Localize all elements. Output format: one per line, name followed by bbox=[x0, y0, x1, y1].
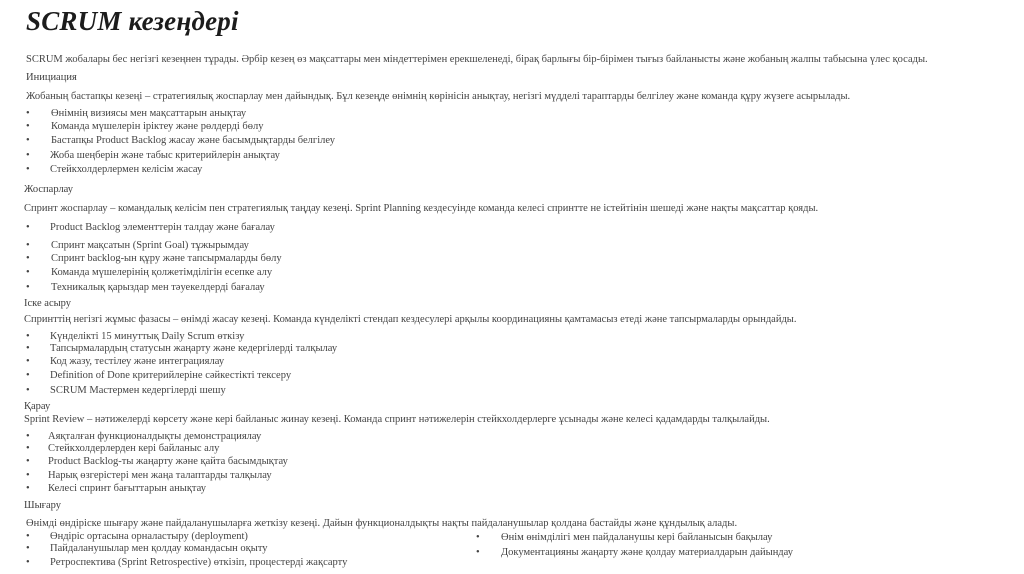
section-text-planning: Спринт жоспарлау – командалық келісім пен стратегиялық таңдау кезеңі. Sprint Planning кездесуінде команда келесі спринтте не істейтінін шешеді және нақты мақсаттар қояды. bbox=[24, 203, 819, 214]
bullet-icon: • bbox=[26, 108, 30, 119]
bullet-icon: • bbox=[26, 431, 30, 442]
page-title: SCRUM кезеңдері bbox=[26, 6, 239, 36]
bullet-icon: • bbox=[26, 456, 30, 467]
bullet-icon: • bbox=[26, 483, 30, 494]
bullet-icon: • bbox=[26, 150, 30, 161]
section-text-execution: Спринттің негізгі жұмыс фазасы – өнімді жасау кезеңі. Команда күнделікті стендап кездесулері арқылы координацияны қамтамасыз етеді және тапсырмаларды орындайды. bbox=[24, 314, 797, 325]
bullet-icon: • bbox=[26, 331, 30, 342]
section-heading-execution: Іске асыру bbox=[24, 298, 72, 309]
bullet-icon: • bbox=[26, 443, 30, 454]
bullet-icon: • bbox=[26, 282, 30, 293]
bullet-icon: • bbox=[26, 557, 30, 568]
bullet-icon: • bbox=[26, 240, 30, 251]
section-heading-review: Қарау bbox=[24, 401, 51, 412]
bullet-icon: • bbox=[26, 343, 30, 354]
bullet-icon: • bbox=[26, 253, 30, 264]
section-heading-planning: Жоспарлау bbox=[24, 184, 74, 195]
intro-paragraph: SCRUM жобалары бес негізгі кезеңнен тұрады. Әрбір кезең өз мақсаттары мен міндеттерімен ерекшеленеді, бірақ барлығы бір-бірімен тығыз байланысты және жобаның жалпы табысына үлес қосады. bbox=[26, 54, 928, 65]
section-heading-release: Шығару bbox=[24, 500, 61, 511]
bullet-icon: • bbox=[26, 543, 30, 554]
bullet-icon: • bbox=[476, 532, 480, 543]
bullet-icon: • bbox=[26, 385, 30, 396]
section-text-initiation: Жобаның бастапқы кезеңі – стратегиялық жоспарлау мен дайындық. Бұл кезеңде өнімнің көрінісін анықтау, негізгі мүдделі тараптарды белгілеу және команда құру жүзеге асырылады. bbox=[26, 91, 851, 102]
bullet-icon: • bbox=[26, 531, 30, 542]
section-text-release: Өнімді өндіріске шығару және пайдаланушыларға жеткізу кезеңі. Дайын функционалдықты нақты пайдаланушылар қолдана бастайды және құндылық алады. bbox=[26, 518, 738, 529]
bullet-icon: • bbox=[476, 547, 480, 558]
section-heading-initiation: Инициация bbox=[26, 72, 77, 83]
bullet-icon: • bbox=[26, 164, 30, 175]
bullet-icon: • bbox=[26, 370, 30, 381]
bullet-icon: • bbox=[26, 121, 30, 132]
bullet-icon: • bbox=[26, 135, 30, 146]
bullet-icon: • bbox=[26, 356, 30, 367]
section-text-review: Sprint Review – нәтижелерді көрсету және кері байланыс жинау кезеңі. Команда спринт нәтижелерін стейкхолдерлерге ұсынады және келесі қадамдарды талқылайды. bbox=[24, 414, 770, 425]
bullet-icon: • bbox=[26, 222, 30, 233]
bullet-icon: • bbox=[26, 470, 30, 481]
bullet-icon: • bbox=[26, 267, 30, 278]
